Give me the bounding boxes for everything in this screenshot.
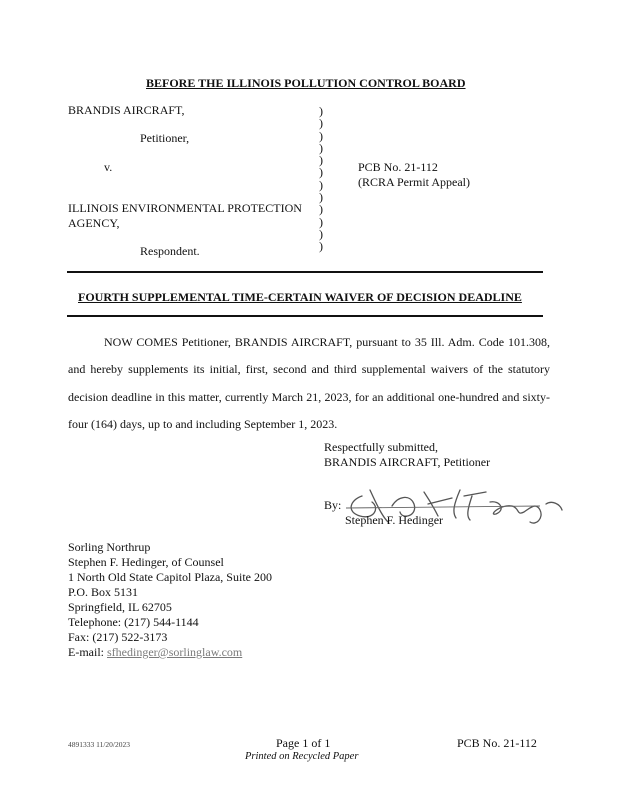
- respondent-name-line1: ILLINOIS ENVIRONMENTAL PROTECTION: [68, 201, 302, 215]
- case-number: PCB No. 21-112: [358, 160, 438, 174]
- footer-page-number: Page 1 of 1: [276, 736, 331, 750]
- address-line2: P.O. Box 5131: [68, 585, 139, 599]
- email-label: E-mail:: [68, 645, 104, 659]
- city-line: Springfield, IL 62705: [68, 600, 172, 614]
- firm-name: Sorling Northrup: [68, 540, 151, 554]
- title-rule: [67, 315, 543, 317]
- body-paragraph: NOW COMES Petitioner, BRANDIS AIRCRAFT, pursuant to 35 Ill. Adm. Code 101.308, and hereby supplements its initial, first, second and third supplemental waivers of the statutory decision deadline in this matter, currently March 21, 2023, for an additional one-hundred and sixty-four (164) days, up to and including September 1, 2023.: [68, 335, 550, 431]
- petitioner-name: BRANDIS AIRCRAFT,: [68, 103, 185, 117]
- footer-recycled-note: Printed on Recycled Paper: [245, 751, 359, 762]
- fax: Fax: (217) 522-3173: [68, 630, 168, 644]
- document-title: FOURTH SUPPLEMENTAL TIME-CERTAIN WAIVER OF DECISION DEADLINE: [78, 290, 522, 304]
- telephone: Telephone: (217) 544-1144: [68, 615, 199, 629]
- signing-party: BRANDIS AIRCRAFT, Petitioner: [324, 455, 491, 469]
- signer-name: Stephen F. Hedinger: [345, 513, 444, 527]
- board-heading: BEFORE THE ILLINOIS POLLUTION CONTROL BOARD: [146, 76, 466, 90]
- attorney-name: Stephen F. Hedinger, of Counsel: [68, 555, 224, 569]
- case-type: (RCRA Permit Appeal): [358, 175, 470, 189]
- closing: Respectfully submitted,: [324, 440, 438, 454]
- caption-rule: [67, 271, 543, 273]
- address-line1: 1 North Old State Capitol Plaza, Suite 200: [68, 570, 272, 584]
- respondent-role: Respondent.: [140, 244, 200, 258]
- caption-parentheses: ) ) ) ) ) ) ) ) ) ) ) ): [319, 104, 323, 254]
- respondent-name-line2: AGENCY,: [68, 216, 120, 230]
- petitioner-role: Petitioner,: [140, 131, 190, 145]
- footer-doc-id: 4891333 11/20/2023: [68, 740, 131, 749]
- versus-label: v.: [104, 160, 113, 174]
- email-line: [68, 645, 242, 660]
- footer-case-number: PCB No. 21-112: [457, 736, 537, 750]
- by-label: By:: [324, 498, 342, 512]
- email-link[interactable]: sfhedinger@sorlinglaw.com: [107, 645, 243, 659]
